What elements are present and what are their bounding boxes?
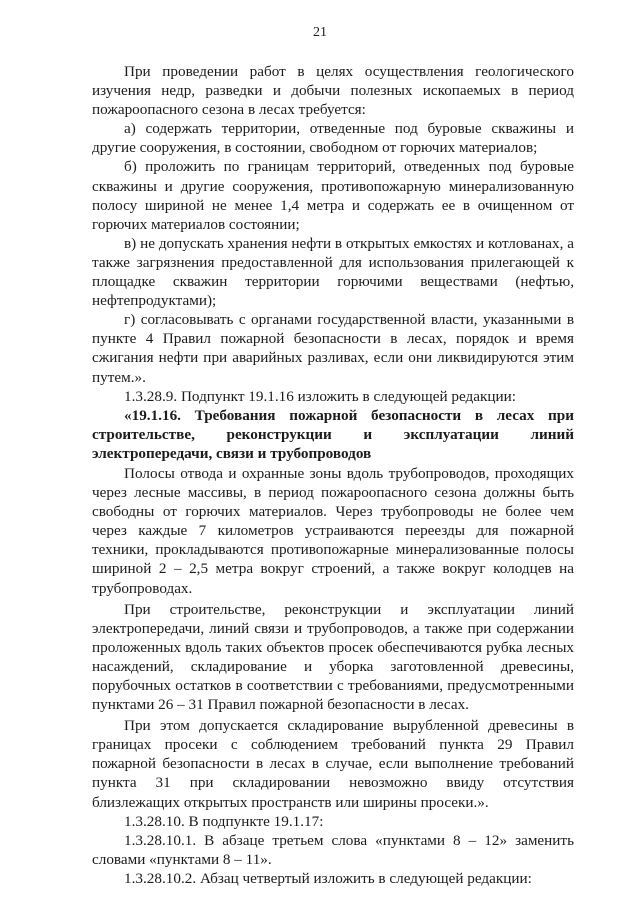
amendment-1-3-28-10-1: 1.3.28.10.1. В абзаце третьем слова «пунктами 8 – 12» заменить словами «пунктами 8 – 11». xyxy=(92,831,574,868)
document-body xyxy=(92,62,574,888)
amendment-1-3-28-10-2: 1.3.28.10.2. Абзац четвертый изложить в следующей редакции: xyxy=(124,869,532,887)
section-heading-19-1-16: «19.1.16. Требования пожарной безопасности в лесах при строительстве, реконструкции и эксплуатации линий электропередачи, связи и трубопроводов xyxy=(92,406,574,462)
list-item-a: а) содержать территории, отведенные под буровые скважины и другие сооружения, в состоянии, свободном от горючих материалов; xyxy=(92,120,574,157)
list-item-g: г) согласовывать с органами государственной власти, указанными в пункте 4 Правил пожарной безопасности в лесах, порядок и время сжигания нефти при аварийных разливах, если они ликвидируются этим путем.». xyxy=(92,311,574,386)
paragraph-storage: При этом допускается складирование вырубленной древесины в границах просеки с соблюдением требований пункта 29 Правил пожарной безопасности в лесах в случае, если выполнение требований пункта 31 при складировании невозможно ввиду отсутствия близлежащих открытых пространств или ширины просеки.». xyxy=(92,717,574,811)
paragraph-construction: При строительстве, реконструкции и эксплуатации линий электропередачи, линий связи и трубопроводов, а также при содержании проложенных вдоль таких объектов просек обеспечиваются рубка лесных насаждений, складирование и уборка заготовленной древесины, порубочных остатков в соответствии с требованиями, предусмотренными пунктами 26 – 31 Правил пожарной безопасности в лесах. xyxy=(92,600,574,714)
paragraph-pipelines: Полосы отвода и охранные зоны вдоль трубопроводов, проходящих через лесные массивы, в период пожароопасного сезона должны быть свободны от горючих материалов. Через трубопроводы не более чем через каждые 7 километров устраиваются переезды для пожарной техники, прокладываются противопожарные минерализованные полосы шириной 2 – 2,5 метра вокруг строений, а также вокруг колодцев на трубопроводах. xyxy=(92,464,574,597)
list-item-b: б) проложить по границам территорий, отведенных под буровые скважины и другие сооружения, противопожарную минерализованную полосу шириной не менее 1,4 метра и содержать ее в очищенном от горючих материалов состоянии; xyxy=(92,158,574,233)
amendment-1-3-28-9: 1.3.28.9. Подпункт 19.1.16 изложить в следующей редакции: xyxy=(124,387,516,405)
amendment-1-3-28-10: 1.3.28.10. В подпункте 19.1.17: xyxy=(124,812,324,830)
paragraph-intro: При проведении работ в целях осуществления геологического изучения недр, разведки и добычи полезных ископаемых в период пожароопасного сезона в лесах требуется: xyxy=(92,63,574,119)
page-number: 21 xyxy=(313,25,327,40)
list-item-v: в) не допускать хранения нефти в открытых емкостях и котлованах, а также загрязнения предоставленной для использования прилегающей к площадке скважин территории горючими веществами (нефтью, нефтепродуктами); xyxy=(92,234,574,310)
